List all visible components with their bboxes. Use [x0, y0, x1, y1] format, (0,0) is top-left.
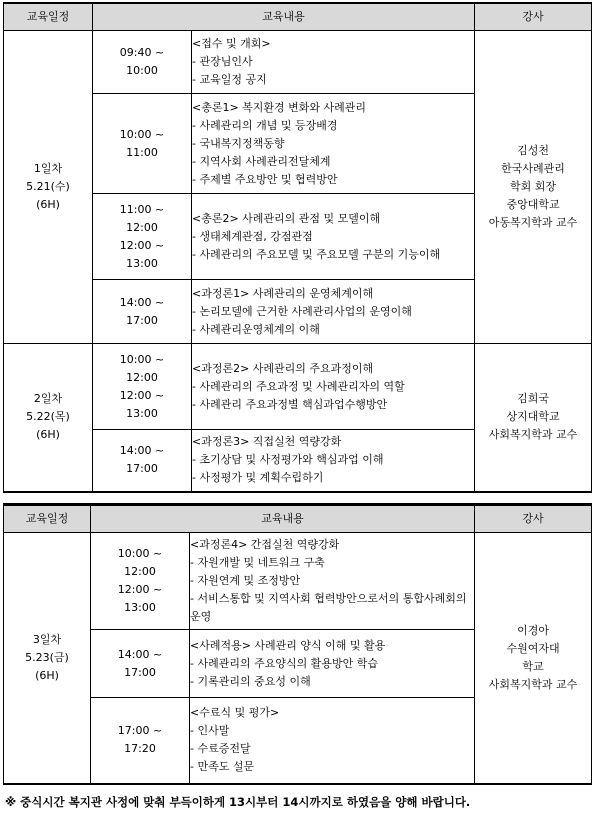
header-instructor: 강사 [475, 505, 592, 533]
session-time: 14:00 ~ 17:00 [91, 630, 190, 698]
session-content: <사례적용> 사례관리 양식 이해 및 활용 - 사례관리의 주요양식의 활용방안 학습 - 기록관리의 중요성 이해 [190, 630, 475, 698]
session-content: <과정론2> 사례관리의 주요과정이해 - 사례관리의 주요과정 및 사례관리자의 역할 - 사례관리 주요과정별 핵심과업수행방안 [192, 344, 475, 430]
table-row [4, 533, 592, 630]
header-schedule: 교육일정 [4, 3, 93, 31]
table-header-row [4, 505, 592, 533]
table-row [4, 344, 592, 430]
session-content: <총론1> 복지환경 변화와 사례관리 - 사례관리의 개념 및 등장배경 - 국내복지정책동향 - 지역사회 사례관리전달체계 - 주제별 주요방안 및 협력방안 [192, 94, 475, 194]
session-content: <과정론1> 사례관리의 운영체계이해 - 논리모델에 근거한 사례관리사업의 운영이해 - 사례관리운영체계의 이해 [192, 280, 475, 344]
table-header-row [4, 3, 592, 31]
header-content: 교육내용 [91, 505, 475, 533]
table-row [4, 31, 592, 94]
schedule-table-day-3 [3, 503, 592, 785]
session-content: <총론2> 사례관리의 관점 및 모델이해 - 생태체계관점, 강점관점 - 사례관리의 주요모델 및 주요모델 구분의 기능이해 [192, 194, 475, 280]
header-content: 교육내용 [93, 3, 475, 31]
day-label: 3일차 5.23(금) (6H) [4, 533, 91, 784]
session-content: <수료식 및 평가> - 인사말 - 수료증전달 - 만족도 설문 [190, 698, 475, 784]
session-time: 09:40 ~ 10:00 [93, 31, 192, 94]
session-time: 10:00 ~ 12:00 12:00 ~ 13:00 [93, 344, 192, 430]
day-label: 2일차 5.22(목) (6H) [4, 344, 93, 492]
session-time: 10:00 ~ 11:00 [93, 94, 192, 194]
header-schedule: 교육일정 [4, 505, 91, 533]
session-time: 14:00 ~ 17:00 [93, 280, 192, 344]
schedule-table-days-1-2 [3, 2, 592, 493]
session-content: <과정론3> 직접실천 역량강화 - 초기상담 및 사정평가와 핵심과업 이해 - 사정평가 및 계획수립하기 [192, 430, 475, 492]
session-time: 10:00 ~ 12:00 12:00 ~ 13:00 [91, 533, 190, 630]
day-label: 1일차 5.21(수) (6H) [4, 31, 93, 344]
header-instructor: 강사 [475, 3, 592, 31]
session-content: <접수 및 개회> - 관장님인사 - 교육일정 공지 [192, 31, 475, 94]
instructor-cell: 김희국 상지대학교 사회복지학과 교수 [475, 344, 592, 492]
instructor-cell: 이경아 수원여자대 학교 사회복지학과 교수 [475, 533, 592, 784]
footnote: ※ 중식시간 복지관 사정에 맞춰 부득이하게 13시부터 14시까지로 하였음을 양해 바랍니다. [5, 795, 471, 809]
session-time: 11:00 ~ 12:00 12:00 ~ 13:00 [93, 194, 192, 280]
session-time: 17:00 ~ 17:20 [91, 698, 190, 784]
session-content: <과정론4> 간접실천 역량강화 - 자원개발 및 네트워크 구축 - 자원연계 및 조정방안 - 서비스통합 및 지역사회 협력방안으로서의 통합사례회의 운영 [190, 533, 475, 630]
session-time: 14:00 ~ 17:00 [93, 430, 192, 492]
instructor-cell: 김성천 한국사례관리 학회 회장 중앙대학교 아동복지학과 교수 [475, 31, 592, 344]
